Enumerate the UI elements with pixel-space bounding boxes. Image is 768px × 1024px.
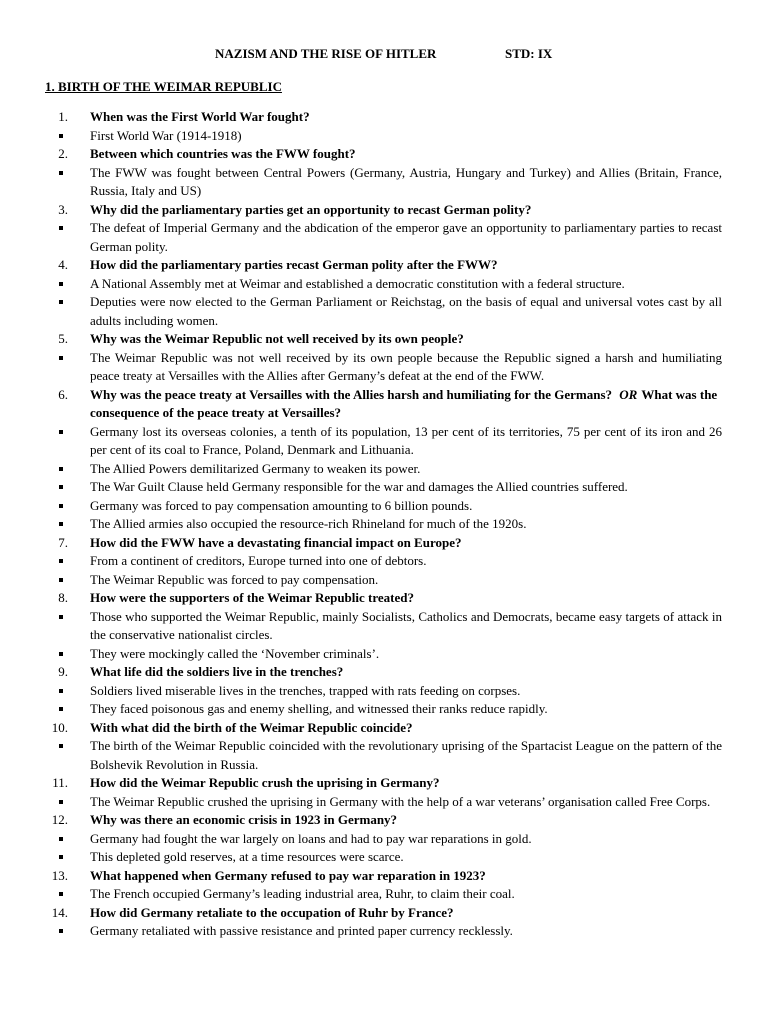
answer-bullet xyxy=(0,571,768,590)
answer-text: The Weimar Republic was forced to pay compensation. xyxy=(90,571,379,587)
answer-bullet xyxy=(0,293,768,330)
square-bullet-icon xyxy=(59,134,63,138)
answer-bullet xyxy=(0,885,768,904)
question-text: How did the parliamentary parties recast German polity after the FWW? xyxy=(90,257,498,272)
question-number: 5. xyxy=(58,331,68,346)
question-number: 7. xyxy=(58,534,68,550)
document-title: NAZISM AND THE RISE OF HITLER xyxy=(215,46,437,61)
question-text: How did the Weimar Republic crush the uprising in Germany? xyxy=(90,775,440,790)
page-header xyxy=(0,45,768,65)
square-bullet-icon xyxy=(59,892,63,896)
square-bullet-icon xyxy=(59,744,63,748)
answer-text: Germany had fought the war largely on loans and had to pay war reparations in gold. xyxy=(90,830,532,846)
question-text: Why was the Weimar Republic not well received by its own people? xyxy=(90,331,464,346)
answer-text: Germany was forced to pay compensation amounting to 6 billion pounds. xyxy=(90,497,473,513)
question-number: 3. xyxy=(58,201,68,217)
question-text: Why did the parliamentary parties get an opportunity to recast German polity? xyxy=(90,201,532,217)
question-text: Why was the peace treaty at Versailles with the Allies harsh and humiliating for the Germans? xyxy=(90,386,613,402)
question-text: How did the FWW have a devastating financial impact on Europe? xyxy=(90,534,462,550)
answer-bullet xyxy=(0,552,768,571)
answer-text: From a continent of creditors, Europe turned into one of debtors. xyxy=(90,553,427,568)
question xyxy=(0,145,768,164)
answer-bullet xyxy=(0,737,768,774)
question xyxy=(0,663,768,682)
answer-bullet xyxy=(0,793,768,812)
question-number: 2. xyxy=(58,146,68,161)
question-number: 8. xyxy=(58,590,68,605)
question-text: How did Germany retaliate to the occupation of Ruhr by France? xyxy=(90,904,454,920)
answer-text: The War Guilt Clause held Germany responsible for the war and damages the Allied countries suffered. xyxy=(90,479,628,494)
question-number: 6. xyxy=(58,386,68,402)
question-number: 13. xyxy=(51,867,68,883)
square-bullet-icon xyxy=(59,615,63,619)
square-bullet-icon xyxy=(59,226,63,230)
question-number: 1. xyxy=(58,109,68,124)
question xyxy=(0,811,768,830)
answer-bullet xyxy=(0,645,768,664)
answer-text: A National Assembly met at Weimar and established a democratic constitution with a federal structure. xyxy=(90,275,625,291)
answer-bullet xyxy=(0,478,768,497)
question-text-alt: What was the consequence of the peace treaty at Versailles? xyxy=(90,386,718,420)
answer-bullet xyxy=(0,922,768,941)
question-number: 4. xyxy=(58,257,68,272)
question xyxy=(0,867,768,886)
answer-bullet xyxy=(0,164,768,201)
answer-bullet xyxy=(0,497,768,516)
question xyxy=(0,904,768,923)
answer-text: The FWW was fought between Central Powers (Germany, Austria, Hungary and Turkey) and Allies (Britain, France, Russia, Italy and US) xyxy=(90,164,722,198)
square-bullet-icon xyxy=(59,559,63,563)
square-bullet-icon xyxy=(59,652,63,656)
square-bullet-icon xyxy=(59,171,63,175)
question xyxy=(0,201,768,220)
question-number: 10. xyxy=(51,719,68,735)
answer-bullet xyxy=(0,275,768,294)
question-text: With what did the birth of the Weimar Republic coincide? xyxy=(90,719,413,735)
answer-bullet xyxy=(0,219,768,256)
question-number: 12. xyxy=(51,812,68,827)
answer-text: This depleted gold reserves, at a time resources were scarce. xyxy=(90,849,404,864)
square-bullet-icon xyxy=(59,485,63,489)
question xyxy=(0,534,768,553)
square-bullet-icon xyxy=(59,356,63,360)
answer-bullet xyxy=(0,423,768,460)
answer-bullet xyxy=(0,608,768,645)
answer-bullet xyxy=(0,460,768,479)
square-bullet-icon xyxy=(59,837,63,841)
square-bullet-icon xyxy=(59,300,63,304)
answer-text: Germany retaliated with passive resistance and printed paper currency recklessly. xyxy=(90,923,513,938)
answer-text: Soldiers lived miserable lives in the trenches, trapped with rats feeding on corpses. xyxy=(90,682,521,698)
question-text: Why was there an economic crisis in 1923 in Germany? xyxy=(90,812,398,827)
square-bullet-icon xyxy=(59,578,63,582)
section-title: 1. BIRTH OF THE WEIMAR REPUBLIC xyxy=(45,79,282,94)
square-bullet-icon xyxy=(59,689,63,693)
question-text: Between which countries was the FWW fought? xyxy=(90,146,356,161)
question-text: What life did the soldiers live in the trenches? xyxy=(90,664,344,679)
answer-bullet xyxy=(0,349,768,386)
question-number: 14. xyxy=(51,904,68,920)
square-bullet-icon xyxy=(59,282,63,286)
question xyxy=(0,108,768,127)
answer-text: The Allied Powers demilitarized Germany to weaken its power. xyxy=(90,460,421,476)
answer-text: The French occupied Germany’s leading industrial area, Ruhr, to claim their coal. xyxy=(90,886,515,901)
square-bullet-icon xyxy=(59,800,63,804)
answer-text: Germany lost its overseas colonies, a tenth of its population, 13 per cent of its territories, 75 per cent of its iron and 26 per cent of its coal to France, Poland, Denmark and Lithuania. xyxy=(90,423,722,457)
square-bullet-icon xyxy=(59,522,63,526)
question xyxy=(0,774,768,793)
question-number: 9. xyxy=(58,664,68,679)
question-list xyxy=(0,108,768,941)
question xyxy=(0,330,768,349)
answer-text: The defeat of Imperial Germany and the abdication of the emperor gave an opportunity to parliamentary parties to recast German polity. xyxy=(90,220,722,254)
answer-bullet xyxy=(0,830,768,849)
answer-text: First World War (1914-1918) xyxy=(90,127,242,143)
answer-text: Deputies were now elected to the German Parliament or Reichstag, on the basis of equal and universal votes cast by all adults including women. xyxy=(90,294,722,328)
square-bullet-icon xyxy=(59,929,63,933)
square-bullet-icon xyxy=(59,467,63,471)
square-bullet-icon xyxy=(59,855,63,859)
answer-text: They were mockingly called the ‘November criminals’. xyxy=(90,645,380,661)
answer-bullet xyxy=(0,848,768,867)
square-bullet-icon xyxy=(59,430,63,434)
answer-bullet xyxy=(0,515,768,534)
answer-text: The birth of the Weimar Republic coincided with the revolutionary uprising of the Spartacist League on the pattern of the Bolshevik Revolution in Russia. xyxy=(90,738,722,772)
square-bullet-icon xyxy=(59,707,63,711)
answer-text: The Weimar Republic was not well received by its own people because the Republic signed a harsh and humiliating peace treaty at Versailles with the Allies after Germany’s defeat at the end of the FWW. xyxy=(90,349,722,383)
question-text: When was the First World War fought? xyxy=(90,109,310,124)
answer-bullet xyxy=(0,700,768,719)
answer-text: Those who supported the Weimar Republic, mainly Socialists, Catholics and Democrats, became easy targets of attack in the conservative nationalist circles. xyxy=(90,608,722,642)
answer-text: The Allied armies also occupied the resource-rich Rhineland for much of the 1920s. xyxy=(90,516,527,531)
question xyxy=(0,256,768,275)
question xyxy=(0,589,768,608)
question-number: 11. xyxy=(52,775,68,790)
question-text: How were the supporters of the Weimar Republic treated? xyxy=(90,590,414,605)
or-separator: OR xyxy=(619,386,638,402)
answer-bullet xyxy=(0,682,768,701)
answer-text: They faced poisonous gas and enemy shelling, and witnessed their ranks reduce rapidly. xyxy=(90,701,548,716)
square-bullet-icon xyxy=(59,504,63,508)
question xyxy=(0,386,768,423)
answer-text: The Weimar Republic crushed the uprising in Germany with the help of a war veterans’ organisation called Free Corps. xyxy=(90,793,711,809)
answer-bullet xyxy=(0,127,768,146)
question-text: What happened when Germany refused to pay war reparation in 1923? xyxy=(90,867,486,883)
standard-label: STD: IX xyxy=(505,46,553,61)
question xyxy=(0,719,768,738)
